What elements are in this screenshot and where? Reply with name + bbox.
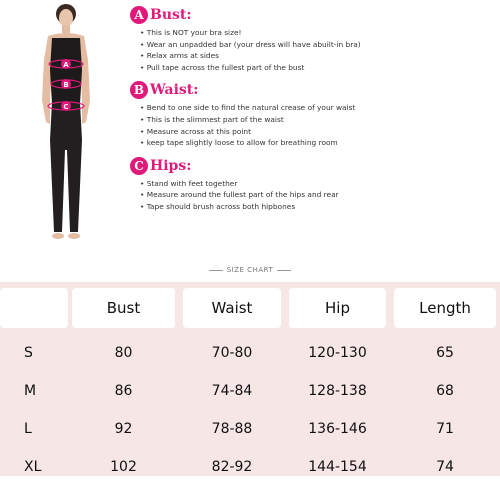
svg-text:A: A — [63, 61, 69, 69]
bust-section — [130, 6, 496, 73]
header-cell-bust: Bust — [68, 282, 179, 334]
bust-heading — [130, 6, 496, 24]
list-item: • Measure around the fullest part of the hips and rear — [140, 189, 496, 201]
hips-heading — [130, 157, 496, 175]
hip-value: 120-130 — [308, 345, 367, 361]
size-label: M — [24, 383, 37, 399]
list-item: • Wear an unpadded bar (your dress will have abuilt-in bra) — [140, 39, 496, 51]
length-value: 68 — [436, 383, 454, 399]
list-item: • keep tape slightly loose to allow for breathing room — [140, 137, 496, 149]
caption-divider-right — [277, 270, 291, 271]
hips-title: Hips: — [150, 157, 192, 174]
length-value: 65 — [436, 345, 454, 361]
model-figure — [0, 0, 130, 250]
bust-value: 86 — [114, 383, 133, 399]
header-cell-hip: Hip — [285, 282, 390, 334]
size-label: S — [24, 345, 33, 361]
waist-instructions — [130, 102, 496, 148]
svg-text:B: B — [63, 81, 69, 89]
length-value: 74 — [436, 459, 454, 475]
waist-title: Waist: — [150, 82, 199, 99]
list-item: • Tape should brush across both hipbones — [140, 201, 496, 213]
svg-text:C: C — [63, 103, 69, 111]
list-item: • Pull tape across the fullest part of the bust — [140, 62, 496, 74]
measuring-guide — [130, 6, 496, 221]
bust-instructions — [130, 27, 496, 73]
bust-value: 92 — [114, 421, 133, 437]
header-cell-length: Length — [390, 282, 500, 334]
table-header-row — [0, 282, 500, 334]
size-table — [0, 282, 500, 476]
header-cell-size — [0, 282, 68, 334]
hip-value: 136-146 — [308, 421, 367, 437]
marker-b — [61, 79, 71, 89]
list-item: • This is NOT your bra size! — [140, 27, 496, 39]
hip-value: 128-138 — [308, 383, 367, 399]
waist-heading — [130, 81, 496, 99]
size-label: XL — [24, 459, 42, 475]
table-row — [0, 410, 500, 448]
hip-value: 144-154 — [308, 459, 367, 475]
size-chart-caption — [0, 262, 500, 278]
bust-value: 80 — [114, 345, 133, 361]
waist-value: 70-80 — [211, 345, 253, 361]
caption-divider-left — [209, 270, 223, 271]
hips-section — [130, 157, 496, 213]
caption-text: SIZE CHART — [226, 266, 274, 274]
list-item: • Bend to one side to find the natural crease of your waist — [140, 102, 496, 114]
list-item: • Relax arms at sides — [140, 50, 496, 62]
table-row — [0, 448, 500, 486]
marker-a — [61, 59, 71, 69]
list-item: • Stand with feet together — [140, 178, 496, 190]
marker-c — [61, 101, 71, 111]
header-cell-waist: Waist — [179, 282, 285, 334]
list-item: • Measure across at this point — [140, 126, 496, 138]
hips-instructions — [130, 178, 496, 213]
waist-value: 78-88 — [211, 421, 253, 437]
model-illustration — [0, 0, 130, 250]
bust-letter-badge: A — [130, 6, 148, 24]
hips-letter-badge: C — [130, 157, 148, 175]
length-value: 71 — [436, 421, 454, 437]
bust-title: Bust: — [150, 7, 192, 23]
size-label: L — [24, 421, 32, 437]
list-item: • This is the slimmest part of the waist — [140, 114, 496, 126]
table-row — [0, 372, 500, 410]
waist-value: 82-92 — [211, 459, 253, 475]
waist-section — [130, 81, 496, 148]
waist-value: 74-84 — [211, 383, 253, 399]
bust-value: 102 — [110, 459, 137, 475]
waist-letter-badge: B — [130, 81, 148, 99]
table-row — [0, 334, 500, 372]
